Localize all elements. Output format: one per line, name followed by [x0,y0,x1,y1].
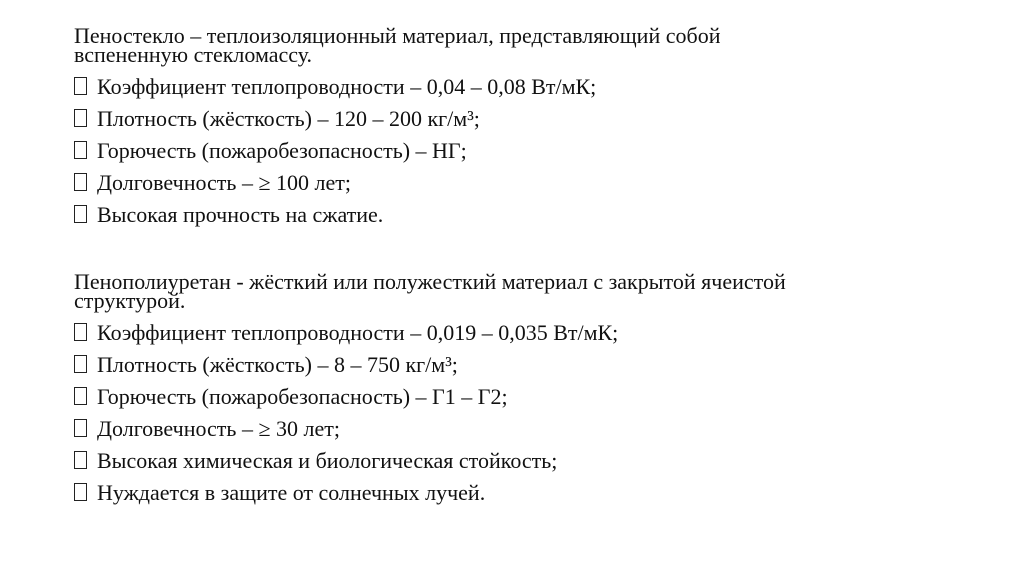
list-item-text: Горючесть (пожаробезопасность) – Г1 – Г2; [97,384,508,409]
bullet-box-icon [74,451,87,469]
bullet-box-icon [74,205,87,223]
polyurethane-foam-section [74,269,954,509]
bullet-box-icon [74,387,87,405]
intro-line: Пенополиуретан - жёсткий или полужесткий материал с закрытой ячеистой [74,269,786,294]
bullet-box-icon [74,173,87,191]
list-item-text: Нуждается в защите от солнечных лучей. [97,480,486,505]
bullet-box-icon [74,141,87,159]
foam-glass-section [74,23,954,231]
intro-line: вспененную стекломассу. [74,42,313,67]
list-item [74,413,954,445]
bullet-box-icon [74,109,87,127]
list-item [74,349,954,381]
list-item [74,167,954,199]
list-item [74,445,954,477]
list-item-text: Долговечность – ≥ 30 лет; [97,416,340,441]
list-item [74,381,954,413]
list-item-text: Плотность (жёсткость) – 120 – 200 кг/м³; [97,106,480,131]
foam-glass-intro [74,23,954,67]
list-item [74,477,954,509]
bullet-box-icon [74,323,87,341]
polyurethane-foam-intro [74,269,954,313]
intro-line: Пеностекло – теплоизоляционный материал, представляющий собой [74,23,721,48]
list-item [74,103,954,135]
list-item-text: Коэффициент теплопроводности – 0,04 – 0,08 Вт/мК; [97,74,597,99]
list-item [74,135,954,167]
list-item [74,317,954,349]
list-item-text: Высокая химическая и биологическая стойкость; [97,448,558,473]
list-item-text: Плотность (жёсткость) – 8 – 750 кг/м³; [97,352,458,377]
intro-line: структурой. [74,288,186,313]
list-item-text: Коэффициент теплопроводности – 0,019 – 0,035 Вт/мК; [97,320,619,345]
bullet-box-icon [74,77,87,95]
list-item-text: Долговечность – ≥ 100 лет; [97,170,351,195]
list-item-text: Горючесть (пожаробезопасность) – НГ; [97,138,467,163]
bullet-box-icon [74,419,87,437]
bullet-box-icon [74,355,87,373]
list-item-text: Высокая прочность на сжатие. [97,202,384,227]
bullet-box-icon [74,483,87,501]
list-item [74,71,954,103]
list-item [74,199,954,231]
